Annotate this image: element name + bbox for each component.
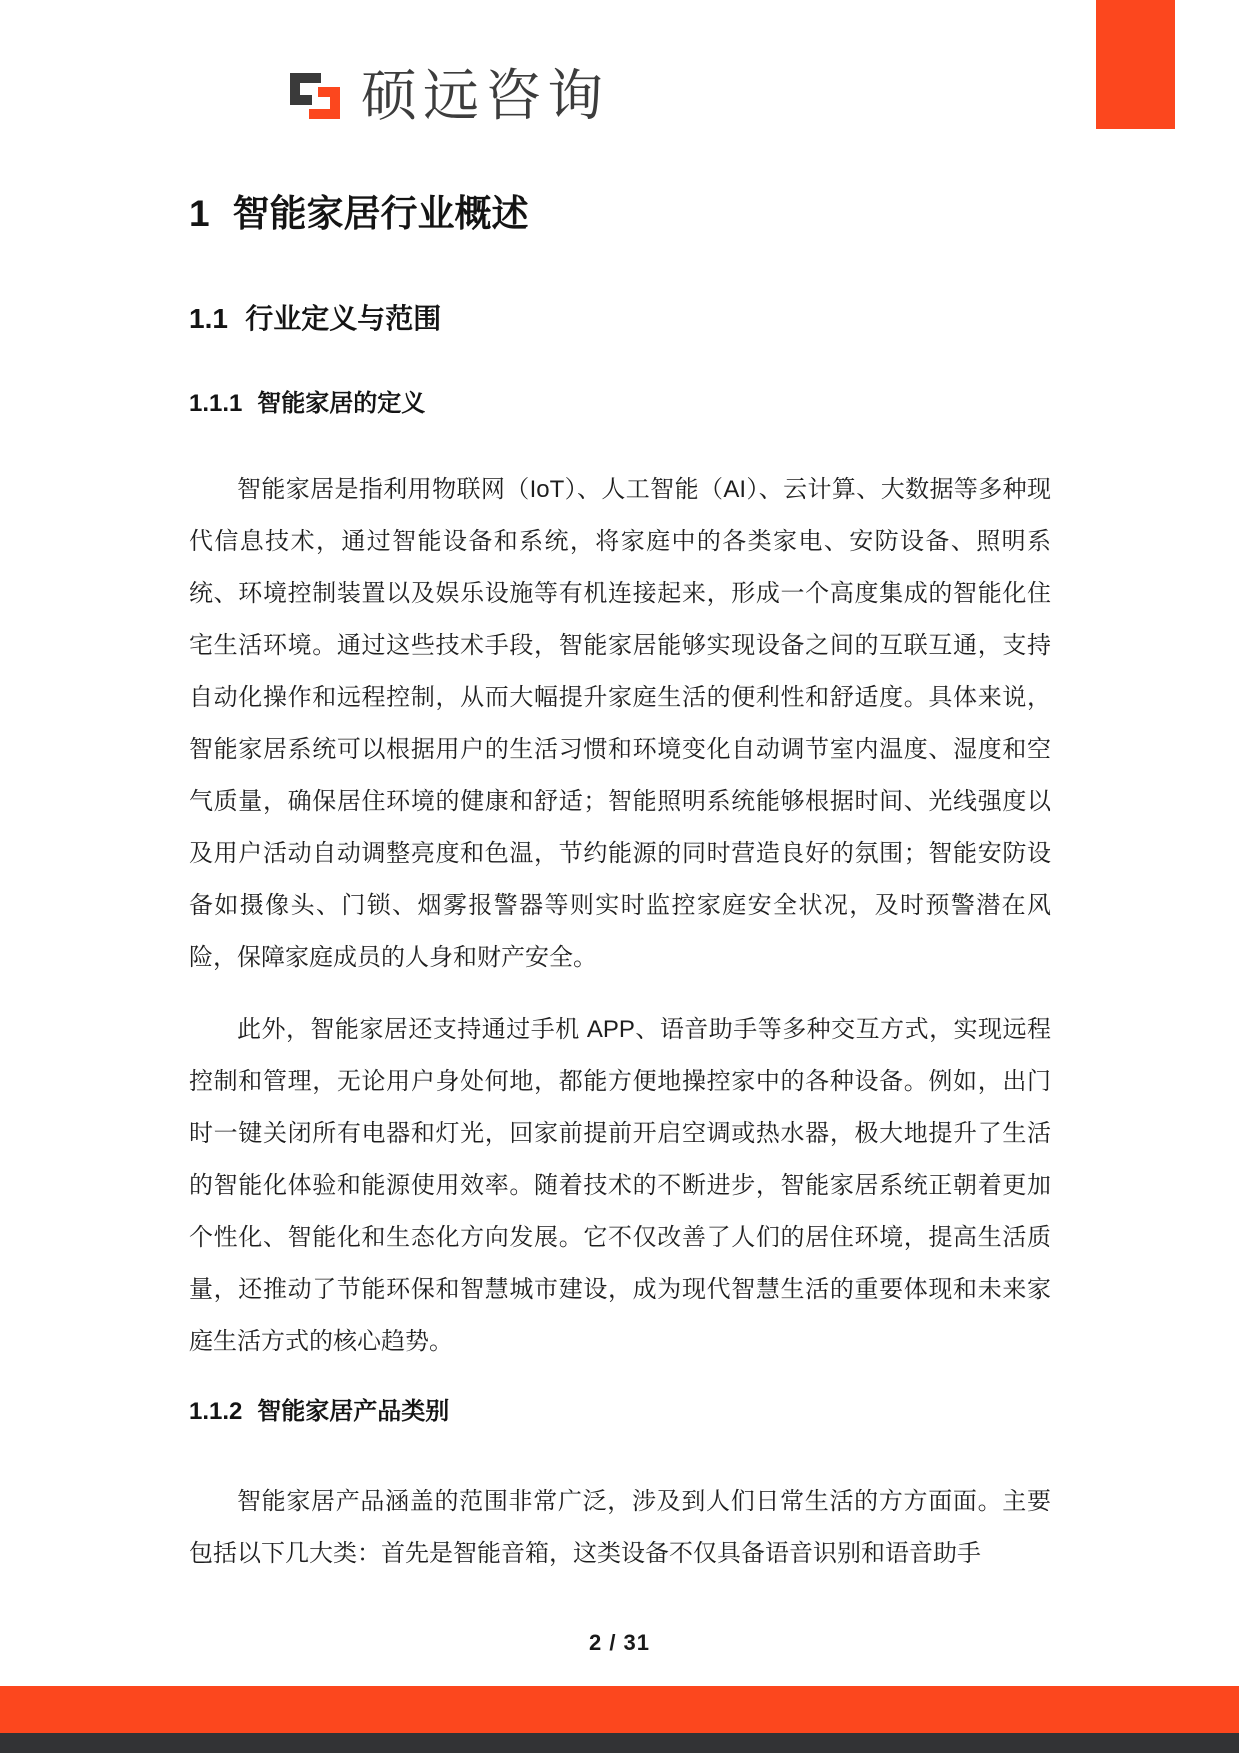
logo-mark-icon xyxy=(285,68,345,124)
body-paragraph-definition-1: 智能家居是指利用物联网（IoT）、人工智能（AI）、云计算、大数据等多种现代信息技术，通过智能设备和系统，将家庭中的各类家电、安防设备、照明系统、环境控制装置以及娱乐设施等有机连接起来，形成一个高度集成的智能化住宅生活环境。通过这些技术手段，智能家居能够实现设备之间的互联互通，支持自动化操作和远程控制，从而大幅提升家庭生活的便利性和舒适度。具体来说，智能家居系统可以根据用户的生活习惯和环境变化自动调节室内温度、湿度和空气质量，确保居住环境的健康和舒适；智能照明系统能够根据时间、光线强度以及用户活动自动调整亮度和色温，节约能源的同时营造良好的氛围；智能安防设备如摄像头、门锁、烟雾报警器等则实时监控家庭安全状况，及时预警潜在风险，保障家庭成员的人身和财产安全。 xyxy=(189,476,1051,971)
footer-dark-bar xyxy=(0,1733,1239,1753)
subsection-title xyxy=(189,301,441,337)
section-title xyxy=(189,190,529,238)
subsubsection-title-definition xyxy=(189,388,425,419)
subsubsection-number: 1.1.2 xyxy=(189,1398,243,1425)
corner-accent-rect xyxy=(1096,0,1175,129)
section-title-text: 智能家居行业概述 xyxy=(232,193,529,234)
subsubsection-title-text: 智能家居的定义 xyxy=(257,390,426,417)
page-number: 2 / 31 xyxy=(588,1630,651,1655)
body-paragraph-categories-1: 智能家居产品涵盖的范围非常广泛，涉及到人们日常生活的方方面面。主要包括以下几大类：首先是智能音箱，这类设备不仅具备语音识别和语音助手 xyxy=(189,1488,1051,1567)
brand-logo xyxy=(285,64,609,127)
subsubsection-title-text: 智能家居产品类别 xyxy=(257,1398,450,1425)
subsubsection-number: 1.1.1 xyxy=(189,390,243,417)
footer-accent-bar xyxy=(0,1686,1239,1733)
subsection-number: 1.1 xyxy=(189,303,228,334)
body-paragraph-definition-2: 此外，智能家居还支持通过手机 APP、语音助手等多种交互方式，实现远程控制和管理，无论用户身处何地，都能方便地操控家中的各种设备。例如，出门时一键关闭所有电器和灯光，回家前提前开启空调或热水器，极大地提升了生活的智能化体验和能源使用效率。随着技术的不断进步，智能家居系统正朝着更加个性化、智能化和生态化方向发展。它不仅改善了人们的居住环境，提高生活质量，还推动了节能环保和智慧城市建设，成为现代智慧生活的重要体现和未来家庭生活方式的核心趋势。 xyxy=(189,1016,1051,1355)
subsection-title-text: 行业定义与范围 xyxy=(245,303,442,334)
logo-text: 硕远咨询 xyxy=(361,64,609,127)
subsubsection-title-categories xyxy=(189,1396,449,1427)
section-number: 1 xyxy=(189,193,210,234)
